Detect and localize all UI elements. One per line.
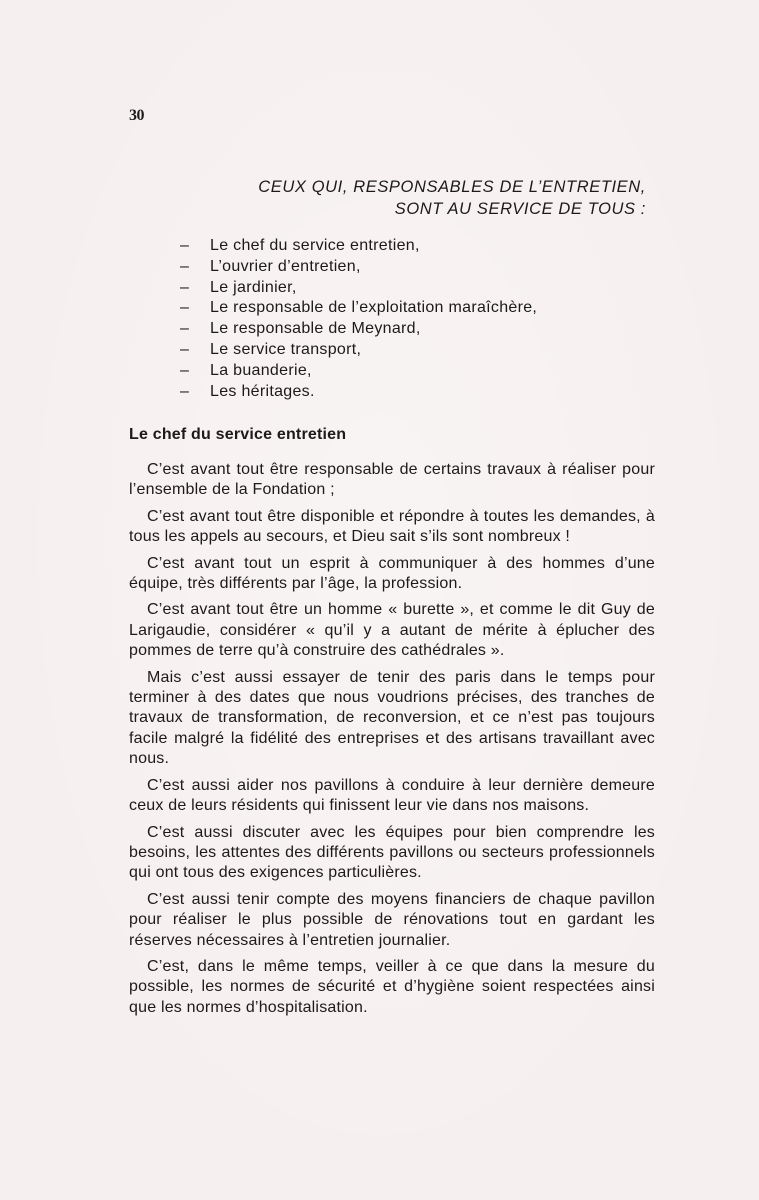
list-dash: – (180, 299, 190, 317)
heading-line-2: SONT AU SERVICE DE TOUS : (394, 200, 646, 218)
list-dash: – (180, 382, 190, 400)
list-item (180, 319, 537, 340)
paragraph: C’est, dans le même temps, veiller à ce que dans la mesure du possible, les normes de sécurité et d’hygiène soient respectées ainsi que les normes d’hospitalisation. (129, 957, 655, 1016)
list-dash: – (180, 257, 190, 275)
list-dash: – (180, 237, 190, 254)
page-number: 30 (129, 107, 144, 124)
paragraph: C’est aussi aider nos pavillons à conduire à leur dernière demeure ceux de leurs résidents qui finissent leur vie dans nos maisons. (129, 776, 655, 815)
list-item-text: Le service transport, (210, 340, 362, 358)
list-item-text: La buanderie, (210, 361, 312, 379)
list-item (180, 257, 537, 278)
list-item-text: L’ouvrier d’entretien, (210, 257, 361, 275)
list-item (180, 278, 537, 299)
list-item (180, 298, 537, 319)
chapter-heading (258, 176, 646, 220)
paragraph: C’est avant tout être un homme « burette », et comme le dit Guy de Larigaudie, considérer « qu’il y a autant de mérite à éplucher des pommes de terre qu’à construire des cathédrales ». (129, 601, 655, 660)
list-item (180, 382, 537, 403)
list-item (180, 236, 537, 257)
list-item (180, 340, 537, 361)
paragraph: C’est avant tout un esprit à communiquer à des hommes d’une équipe, très différents par l’âge, la profession. (129, 554, 655, 593)
list-item-text: Le responsable de Meynard, (210, 320, 421, 338)
paragraph: C’est aussi discuter avec les équipes pour bien comprendre les besoins, les attentes des différents pavillons ou secteurs professionnels qui ont tous des exigences particulières. (129, 823, 655, 882)
heading-line-1: CEUX QUI, RESPONSABLES DE L’ENTRETIEN, (258, 178, 646, 196)
paragraph: C’est avant tout être disponible et répondre à toutes les demandes, à tous les appels au secours, et Dieu sait s’ils sont nombreux ! (129, 507, 655, 546)
list-item-text: Le chef du service entretien, (210, 237, 420, 254)
paragraph: Mais c’est aussi essayer de tenir des paris dans le temps pour terminer à des dates que nous voudrions précises, des tranches de travaux de transformation, de reconversion, et ce n’est pas toujours facile malgré la fidélité des entreprises et des artisans travaillant avec nous. (129, 668, 655, 768)
section-title: Le chef du service entretien (129, 426, 347, 443)
list-item-text: Le responsable de l’exploitation maraîchère, (210, 299, 538, 317)
body-text (129, 460, 655, 1024)
list-dash: – (180, 340, 190, 358)
list-item (180, 361, 537, 382)
list-item-text: Les héritages. (210, 382, 315, 400)
list-item-text: Le jardinier, (210, 278, 297, 296)
paragraph: C’est aussi tenir compte des moyens financiers de chaque pavillon pour réaliser le plus possible de rénovations tout en gardant les réserves nécessaires à l’entretien journalier. (129, 890, 655, 949)
list-dash: – (180, 320, 190, 338)
paragraph: C’est avant tout être responsable de certains travaux à réaliser pour l’ensemble de la Fondation ; (129, 461, 655, 499)
role-list (180, 236, 537, 402)
list-dash: – (180, 361, 190, 379)
list-dash: – (180, 278, 190, 296)
